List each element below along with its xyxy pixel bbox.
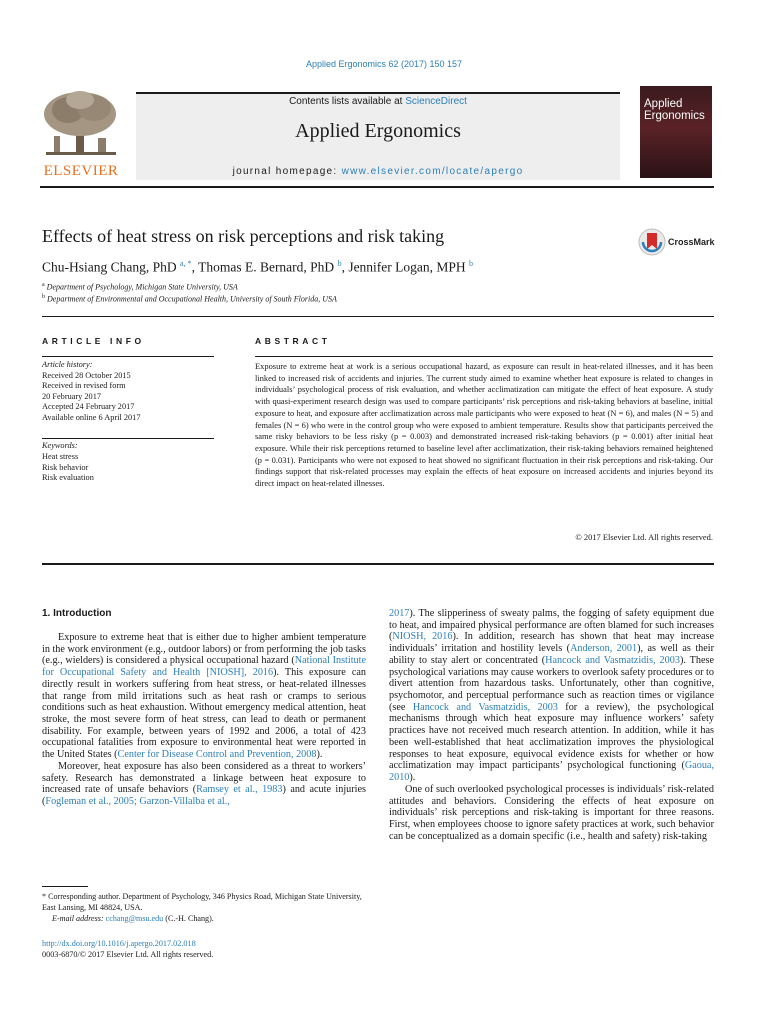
affiliation-mark: b xyxy=(42,294,45,300)
keyword: Risk behavior xyxy=(42,462,89,472)
corresponding-author-footnote: * Corresponding author. Department of Psychology, 346 Physics Road, Michigan State University, East Lansing, MI 48824, USA. E-mail address: cchang@msu.edu (C.-H. Chang). xyxy=(42,891,366,924)
citation-link[interactable]: Gaoua, 2010 xyxy=(389,760,714,784)
corresponding-author-note: * Corresponding author. Department of Psychology, 346 Physics Road, Michigan State University, East Lansing, MI 48824, USA. xyxy=(42,892,362,912)
crossmark-label: CrossMark xyxy=(668,237,715,247)
cover-title-line2: Ergonomics xyxy=(644,110,705,122)
article-info-heading: ARTICLE INFO xyxy=(42,336,145,346)
citation-link[interactable]: Anderson, 2001 xyxy=(570,643,638,655)
journal-banner xyxy=(40,84,715,180)
contents-line xyxy=(136,96,620,107)
footnote-divider xyxy=(42,886,88,887)
citation-link[interactable]: National Institute for Occupational Safety and Health [NIOSH], 2016 xyxy=(42,655,366,679)
paragraph: 2017). The slipperiness of sweaty palms, the fogging of safety equipment due to heat, and impaired physical performance are often blamed for such increases (NIOSH, 2016). In addition, research has shown that heat may increase individuals’ irritation and hostility levels (Anderson, 2001), as well as their ability to stay alert or concentrated (Hancock and Vasmatzidis, 2003). These psychological variations may cause workers to overlook safety procedures or to divert attention from hazardous tasks. Unfortunately, other than cognitive, psychomotor, and perceptual performance such as reaction times or vigilance (see Hancock and Vasmatzidis, 2003 for a review), the psychological mechanisms through which heat exposure may influence workers’ safety practices have not received much research attention. In addition, while it has been well-established that heat acclimatization improves the physiological responses to heat exposure, equivocal evidence exists for whether or how acclimatization may impact participants’ psychological functioning (Gaoua, 2010). xyxy=(389,608,714,784)
contents-prefix: Contents lists available at xyxy=(289,96,406,107)
abstract-bottom-divider xyxy=(42,563,714,565)
abstract-divider xyxy=(255,356,713,357)
abstract-heading: ABSTRACT xyxy=(255,336,331,346)
crossmark-icon xyxy=(638,228,666,256)
doi-block xyxy=(42,938,213,960)
history-entry: Available online 6 April 2017 xyxy=(42,412,141,422)
abstract-text: Exposure to extreme heat at work is a serious occupational hazard, as exposure can result in heat-related illnesses, and it has been linked to increased risk of accidents and injuries. The current study aimed to examine whether heat exposure is related to changes in individuals’ psychological process of risk evaluation, and whether acclimatization can mitigate the effect of heat exposure. A study with quasi-experiment research design was used to compare participants’ risk perceptions and risk-taking behaviors at baseline, initial exposure to heat, and exposure after acclimatization across male participants who were exposed to heat (N = 6), and males (N = 5) and females (N = 6) who were in the control group who were exposed to ambient temperature. Results show that participants perceived the same risky behaviors to be less risky (p = 0.003) and demonstrated increased risk-taking behaviors (p = 0.001) after initial heat exposure. While their risk perceptions returned to baseline level after acclimatization, their risk-taking behaviors remained heightened (p = 0.031). Participants who were not exposed to heat showed no significant fluctuation in their risk perceptions and risk-taking. Our findings support that risk-related processes may explain the effects of heat exposure on increased accidents and injuries beyond its direct impact on heat-related illnesses. xyxy=(255,361,713,489)
email-link[interactable]: cchang@msu.edu xyxy=(105,914,164,923)
history-entry: Received in revised form xyxy=(42,381,126,391)
section-heading: 1. Introduction xyxy=(42,608,112,619)
citation-link[interactable]: Fogleman et al., 2005; Garzon-Villalba et al., xyxy=(45,796,230,808)
author-affiliation-mark[interactable]: b xyxy=(469,259,474,268)
affiliation-mark: a xyxy=(42,282,45,288)
keyword: Heat stress xyxy=(42,451,79,461)
affiliation-text: Department of Psychology, Michigan State University, USA xyxy=(46,282,238,292)
author-name[interactable]: Thomas E. Bernard, PhD xyxy=(198,259,335,275)
journal-cover-image xyxy=(640,86,712,178)
history-entry: Received 28 October 2015 xyxy=(42,370,131,380)
author-list: Chu-Hsiang Chang, PhD $^{a, *}$, Thomas E. Bernard, PhD $^b$, Jennifer Logan, MPH $^b$ xyxy=(42,259,474,275)
homepage-prefix: journal homepage: xyxy=(232,166,342,177)
cover-title-line1: Applied xyxy=(644,98,683,110)
paragraph: Exposure to extreme heat that is either due to higher ambient temperature in the work environment (e.g., outdoor labors) or from performing the job tasks (e.g., wielders) is considered a physical occupational hazard (National Institute for Occupational Safety and Health [NIOSH], 2016). This exposure can directly result in workers suffering from heat stress, or heat-related illnesses that range from mild irritations such as heat rash or cramps to serious conditions such as heat exhaustion. Without emergency medical attention, heat stroke, the most severe form of heat stress, can lead to death or permanent disability. For example, between years of 1992 and 2006, a total of 423 occupational fatalities from exposure to environmental heat were reported in the United States (Center for Disease Control and Prevention, 2008). xyxy=(42,632,367,761)
article-info-divider xyxy=(42,356,214,357)
publisher-name: ELSEVIER xyxy=(43,163,119,179)
article-title: Effects of heat stress on risk perceptions and risk taking xyxy=(42,226,445,246)
body-column-right xyxy=(389,608,714,842)
citation-link[interactable]: Center for Disease Control and Prevention, 2008 xyxy=(117,749,317,761)
paragraph: Moreover, heat exposure has also been considered as a threat to workers’ safety. Research has demonstrated a linkage between heat exposure to increased rate of unsafe behaviors (Ramsey et al., 1983) and acute injuries (Fogleman et al., 2005; Garzon-Villalba et al., xyxy=(42,760,366,808)
journal-citation[interactable]: Applied Ergonomics 62 (2017) 150 157 xyxy=(305,59,463,69)
citation-link[interactable]: Hancock and Vasmatzidis, 2003 xyxy=(412,701,558,713)
affiliation-a xyxy=(42,282,238,292)
crossmark-badge[interactable] xyxy=(638,228,718,256)
sciencedirect-link[interactable]: ScienceDirect xyxy=(405,96,467,107)
keyword: Risk evaluation xyxy=(42,473,94,483)
header-divider xyxy=(42,316,714,317)
keywords-label: Keywords: xyxy=(42,441,78,450)
author-affiliation-mark[interactable]: b xyxy=(337,259,342,268)
abstract-copyright: © 2017 Elsevier Ltd. All rights reserved. xyxy=(575,532,713,542)
elsevier-tree-logo xyxy=(40,88,122,180)
affiliation-text: Department of Environmental and Occupational Health, University of South Florida, USA xyxy=(47,294,337,304)
author-name[interactable]: Jennifer Logan, MPH xyxy=(348,259,466,275)
doi-link[interactable]: http://dx.doi.org/10.1016/j.apergo.2017.02.018 xyxy=(42,939,196,948)
paragraph: One of such overlooked psychological processes is individuals’ risk-related attitudes and behaviors. Considering the effects of heat exposure on individuals’ risk perceptions and risk-taking is important for three reasons. First, when employees choose to ignore safety practices at work, such behavior can be conceptualized as a domain specific (i.e., health and safety) risk-taking xyxy=(389,783,714,842)
email-label: E-mail address: xyxy=(52,914,106,923)
history-entry: Accepted 24 February 2017 xyxy=(42,402,135,412)
citation-link[interactable]: NIOSH, 2016 xyxy=(392,631,453,643)
article-history xyxy=(42,360,214,424)
journal-header-box xyxy=(136,92,620,180)
keywords xyxy=(42,441,214,484)
author-affiliation-mark[interactable]: a, * xyxy=(180,259,192,268)
body-column-left xyxy=(42,632,366,808)
citation-link[interactable]: Ramsey et al., 1983 xyxy=(196,784,283,796)
banner-divider xyxy=(40,186,714,188)
author-name[interactable]: Chu-Hsiang Chang, PhD xyxy=(42,259,177,275)
affiliation-b xyxy=(42,294,337,304)
journal-title: Applied Ergonomics xyxy=(295,120,461,142)
citation-link[interactable]: 2017 xyxy=(389,608,410,619)
history-entry: 20 February 2017 xyxy=(42,391,101,401)
issn-copyright: 0003-6870/© 2017 Elsevier Ltd. All rights reserved. xyxy=(42,950,214,959)
keywords-divider xyxy=(42,438,214,439)
cover-title xyxy=(644,98,710,122)
article-history-label: Article history: xyxy=(42,360,93,369)
journal-homepage-link[interactable]: www.elsevier.com/locate/apergo xyxy=(341,166,524,177)
citation-link[interactable]: Hancock and Vasmatzidis, 2003 xyxy=(545,654,680,666)
journal-homepage-line xyxy=(136,166,620,177)
